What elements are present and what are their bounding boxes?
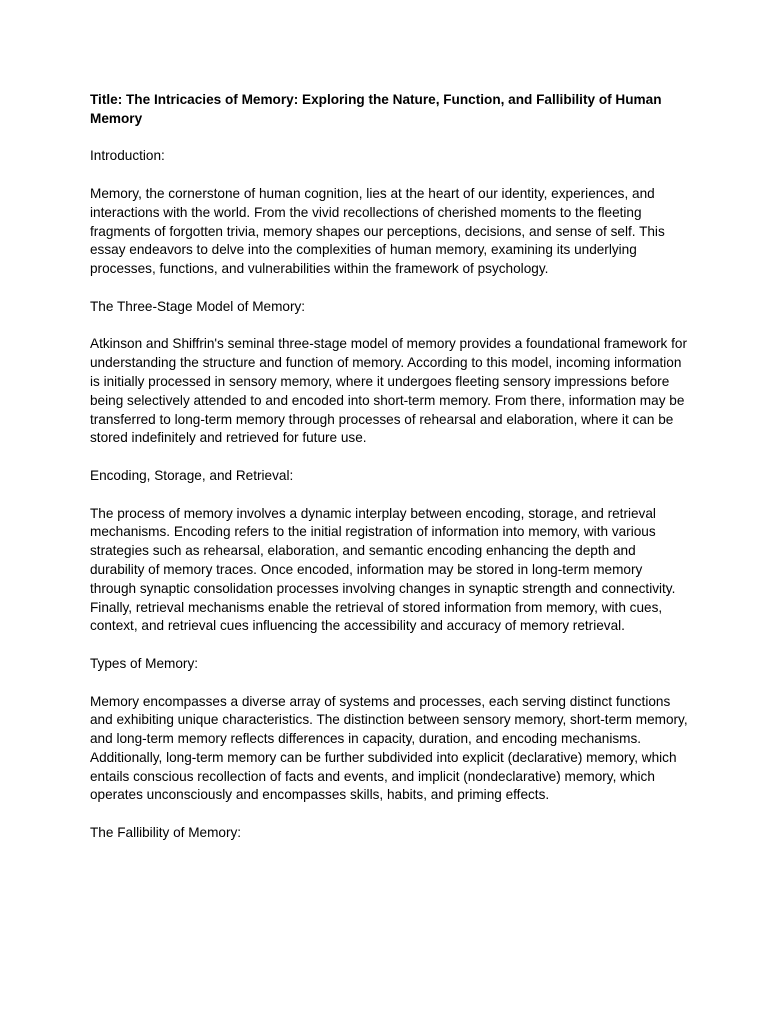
- section-body-introduction: Memory, the cornerstone of human cognition, lies at the heart of our identity, experiences, and interactions with the world. From the vivid recollections of cherished moments to the fleeting fragments of forgotten trivia, memory shapes our perceptions, decisions, and sense of self. This essay endeavors to delve into the complexities of human memory, examining its underlying processes, functions, and vulnerabilities within the framework of psychology.: [90, 185, 665, 277]
- section-body-encoding-storage-retrieval: The process of memory involves a dynamic interplay between encoding, storage, and retrieval mechanisms. Encoding refers to the initial registration of information into memory, with various strategies such as rehearsal, elaboration, and semantic encoding enhancing the depth and durability of memory traces. Once encoded, information may be stored in long-term memory through synaptic consolidation processes involving changes in synaptic strength and connectivity. Finally, retrieval mechanisms enable the retrieval of stored information from memory, with cues, context, and retrieval cues influencing the accessibility and accuracy of memory retrieval.: [90, 505, 676, 634]
- section-heading-three-stage-model: The Three-Stage Model of Memory:: [90, 298, 306, 314]
- document-title: Title: The Intricacies of Memory: Exploring the Nature, Function, and Fallibility of Human Memory: [90, 92, 662, 126]
- section-body-types-of-memory: Memory encompasses a diverse array of systems and processes, each serving distinct functions and exhibiting unique characteristics. The distinction between sensory memory, short-term memory, and long-term memory reflects differences in capacity, duration, and encoding mechanisms. Additionally, long-term memory can be further subdivided into explicit (declarative) memory, which entails conscious recollection of facts and events, and implicit (nondeclarative) memory, which operates unconsciously and encompasses skills, habits, and priming effects.: [90, 693, 688, 803]
- section-heading-encoding-storage-retrieval: Encoding, Storage, and Retrieval:: [90, 467, 294, 483]
- section-heading-introduction: Introduction:: [90, 148, 165, 164]
- section-heading-fallibility-of-memory: The Fallibility of Memory:: [90, 825, 242, 841]
- section-body-three-stage-model: Atkinson and Shiffrin's seminal three-stage model of memory provides a foundational framework for understanding the structure and function of memory. According to this model, incoming information is initially processed in sensory memory, where it undergoes fleeting sensory impressions before being selectively attended to and encoded into short-term memory. From there, information may be transferred to long-term memory through processes of rehearsal and elaboration, where it can be stored indefinitely and retrieved for future use.: [90, 336, 687, 446]
- document-content: [90, 91, 690, 862]
- section-heading-types-of-memory: Types of Memory:: [90, 655, 199, 671]
